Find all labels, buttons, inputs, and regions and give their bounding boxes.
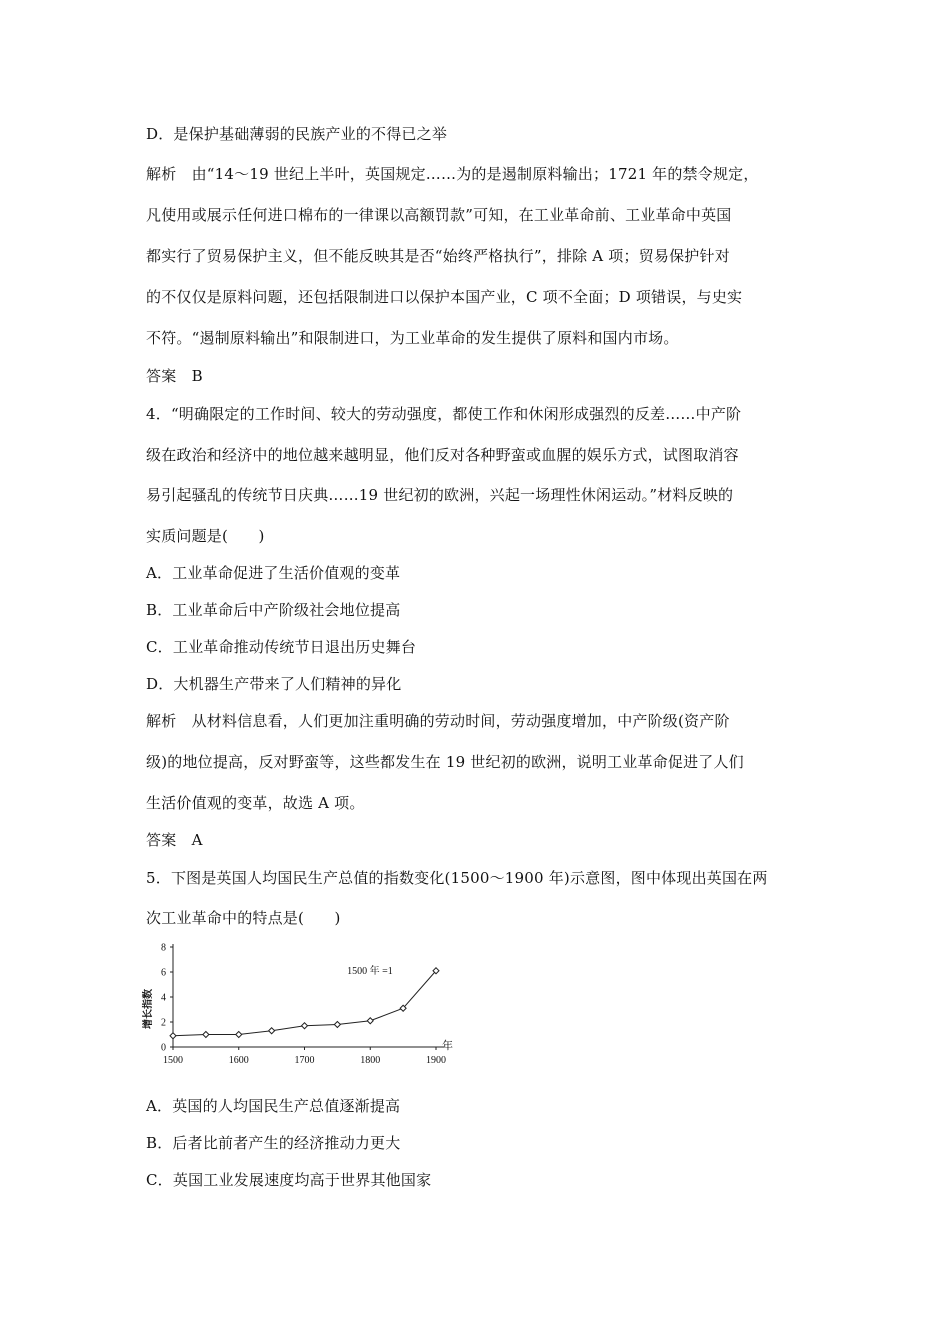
x-tick-label: 1600 bbox=[228, 1055, 249, 1066]
y-tick-label: 0 bbox=[161, 1042, 166, 1054]
y-tick-label: 8 bbox=[161, 942, 166, 954]
data-point bbox=[203, 1032, 209, 1038]
gdp-index-chart bbox=[140, 938, 460, 1070]
q3-analysis-line: 都实行了贸易保护主义，但不能反映其是否“始终严格执行”，排除 A 项；贸易保护针对 bbox=[146, 247, 730, 265]
q3-answer: 答案 B bbox=[146, 367, 203, 385]
data-point bbox=[334, 1022, 340, 1028]
q4-option-d: D．大机器生产带来了人们精神的异化 bbox=[146, 675, 402, 693]
q5-option-a: A．英国的人均国民生产总值逐渐提高 bbox=[146, 1097, 401, 1115]
q5-stem-line: 5．下图是英国人均国民生产总值的指数变化(1500～1900 年)示意图，图中体现出英国在两 bbox=[146, 869, 768, 887]
q5-option-b: B．后者比前者产生的经济推动力更大 bbox=[146, 1134, 401, 1152]
x-axis-label: 年 bbox=[442, 1040, 453, 1052]
x-tick-label: 1800 bbox=[360, 1055, 381, 1066]
q4-stem-line: 易引起骚乱的传统节日庆典……19 世纪初的欧洲，兴起一场理性休闲运动。”材料反映的 bbox=[146, 486, 734, 504]
q5-option-c: C．英国工业发展速度均高于世界其他国家 bbox=[146, 1171, 432, 1189]
q5-stem-line: 次工业革命中的特点是( ) bbox=[146, 909, 341, 927]
x-tick-label: 1500 bbox=[163, 1055, 183, 1066]
q4-analysis-line: 解析 从材料信息看，人们更加注重明确的劳动时间，劳动强度增加，中产阶级(资产阶 bbox=[146, 712, 730, 730]
q4-analysis-line: 级)的地位提高，反对野蛮等，这些都发生在 19 世纪初的欧洲，说明工业革命促进了人们 bbox=[146, 753, 744, 771]
y-tick-label: 6 bbox=[161, 967, 166, 979]
data-point bbox=[367, 1018, 373, 1024]
q4-option-b: B．工业革命后中产阶级社会地位提高 bbox=[146, 601, 401, 619]
q3-analysis-line: 凡使用或展示任何进口棉布的一律课以高额罚款”可知，在工业革命前、工业革命中英国 bbox=[146, 206, 732, 224]
x-tick-label: 1900 bbox=[426, 1055, 446, 1066]
q4-stem-line: 级在政治和经济中的地位越来越明显，他们反对各种野蛮或血腥的娱乐方式，试图取消容 bbox=[146, 446, 739, 464]
y-axis-label: 增长指数 bbox=[143, 989, 154, 1029]
q4-analysis-line: 生活价值观的变革，故选 A 项。 bbox=[146, 794, 365, 812]
q4-option-c: C．工业革命推动传统节日退出历史舞台 bbox=[146, 638, 417, 656]
data-point bbox=[269, 1028, 275, 1034]
q4-option-a: A．工业革命促进了生活价值观的变革 bbox=[146, 564, 401, 582]
q3-option-d: D．是保护基础薄弱的民族产业的不得已之举 bbox=[146, 125, 448, 143]
q4-stem-line: 实质问题是( ) bbox=[146, 527, 265, 545]
q3-analysis-line: 的不仅仅是原料问题，还包括限制进口以保护本国产业，C 项不全面；D 项错误，与史实 bbox=[146, 288, 743, 306]
data-point bbox=[236, 1032, 242, 1038]
q4-answer: 答案 A bbox=[146, 831, 203, 849]
chart-annotation: 1500 年 =1 bbox=[347, 966, 393, 977]
data-point bbox=[170, 1033, 176, 1039]
q3-analysis-line: 不符。“遏制原料输出”和限制进口，为工业革命的发生提供了原料和国内市场。 bbox=[146, 329, 679, 347]
data-point bbox=[302, 1023, 308, 1029]
q3-analysis-line: 解析 由“14～19 世纪上半叶，英国规定……为的是遏制原料输出；1721 年的禁令规定， bbox=[146, 165, 759, 183]
q4-stem-line: 4．“明确限定的工作时间、较大的劳动强度，都使工作和休闲形成强烈的反差……中产阶 bbox=[146, 405, 742, 423]
x-tick-label: 1700 bbox=[294, 1055, 315, 1066]
y-tick-label: 4 bbox=[161, 992, 166, 1004]
y-tick-label: 2 bbox=[161, 1017, 166, 1029]
